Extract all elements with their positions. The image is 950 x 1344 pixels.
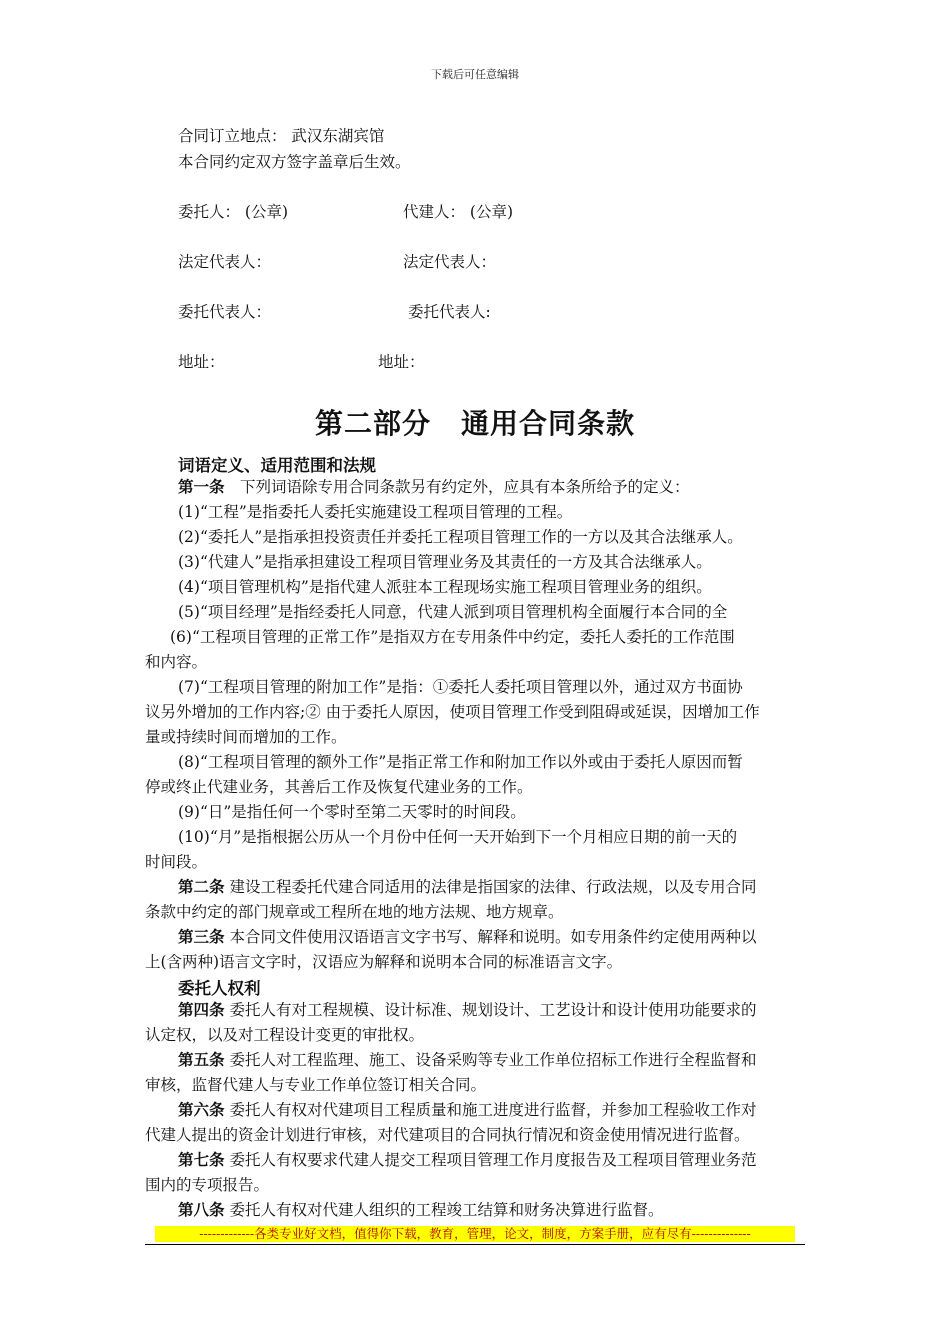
client-legal-rep: 法定代表人： — [178, 253, 272, 271]
definition-8-line1: (8)“工程项目管理的额外工作”是指正常工作和附加工作以外或由于委托人原因而暂 — [178, 753, 743, 771]
article-6: 第六条 委托人有权对代建项目工程质量和施工进度进行监督，并参加工程验收工作对 — [178, 1101, 757, 1119]
article-7: 第七条 委托人有权要求代建人提交工程项目管理工作月度报告及工程项目管理业务范 — [178, 1151, 757, 1169]
definition-7-line3: 量或持续时间而增加的工作。 — [145, 728, 347, 746]
section-client-rights: 委托人权利 — [178, 979, 261, 998]
article-5: 第五条 委托人对工程监理、施工、设备采购等专业工作单位招标工作进行全程监督和 — [178, 1051, 757, 1069]
article-2: 第二条 建设工程委托代建合同适用的法律是指国家的法律、行政法规，以及专用合同 — [178, 878, 757, 896]
article-label: 第二条 — [178, 878, 225, 896]
client-address: 地址： — [178, 353, 225, 371]
definition-10-line2: 时间段。 — [145, 853, 208, 871]
article-label: 第三条 — [178, 928, 225, 946]
signing-place: 合同订立地点： 武汉东湖宾馆 — [178, 127, 385, 145]
definition-7-line2: 议另外增加的工作内容;② 由于委托人原因，使项目管理工作受到阻碍或延误，因增加工作 — [145, 703, 760, 721]
footer-divider — [145, 1244, 805, 1245]
definition-6-line2: 和内容。 — [145, 653, 208, 671]
article-label: 第一条 — [178, 478, 225, 496]
definition-3: (3)“代建人”是指承担建设工程项目管理业务及其责任的一方及其合法继承人。 — [178, 553, 712, 571]
client-seal: 委托人： (公章) — [178, 203, 289, 221]
article-3-line2: 上(含两种)语言文字时，汉语应为解释和说明本合同的标准语言文字。 — [145, 953, 623, 971]
article-label: 第五条 — [178, 1051, 225, 1069]
article-4: 第四条 委托人有对工程规模、设计标准、规划设计、工艺设计和设计使用功能要求的 — [178, 1001, 757, 1019]
agent-legal-rep: 法定代表人： — [403, 253, 497, 271]
article-5-line2: 审核，监督代建人与专业工作单位签订相关合同。 — [145, 1076, 487, 1094]
article-7-line2: 围内的专项报告。 — [145, 1176, 270, 1194]
article-label: 第四条 — [178, 1001, 225, 1019]
definition-5: (5)“项目经理”是指经委托人同意，代建人派到项目管理机构全面履行本合同的全 — [178, 603, 728, 621]
footer-banner: -------------各类专业好文档，值得你下载，教育，管理，论文，制度，方案手册，应有尽有-------------- — [155, 1226, 795, 1242]
article-4-line2: 认定权，以及对工程设计变更的审批权。 — [145, 1026, 425, 1044]
definition-10-line1: (10)“月”是指根据公历从一个月份中任何一天开始到下一个月相应日期的前一天的 — [178, 828, 738, 846]
article-2-line2: 条款中约定的部门规章或工程所在地的地方法规、地方规章。 — [145, 903, 564, 921]
article-1: 第一条 下列词语除专用合同条款另有约定外，应具有本条所给予的定义： — [178, 478, 690, 496]
definition-8-line2: 停或终止代建业务，其善后工作及恢复代建业务的工作。 — [145, 778, 533, 796]
definition-4: (4)“项目管理机构”是指代建人派驻本工程现场实施工程项目管理业务的组织。 — [178, 578, 712, 596]
article-6-line2: 代建人提出的资金计划进行审核，对代建项目的合同执行情况和资金使用情况进行监督。 — [145, 1126, 750, 1144]
agent-authorized-rep: 委托代表人: — [408, 303, 491, 321]
article-label: 第六条 — [178, 1101, 225, 1119]
section-definitions: 词语定义、适用范围和法规 — [178, 456, 376, 475]
header-note: 下载后可任意编辑 — [431, 68, 519, 81]
definition-2: (2)“委托人”是指承担投资责任并委托工程项目管理工作的一方以及其合法继承人。 — [178, 528, 743, 546]
part-title-number: 第二部分 — [314, 407, 431, 440]
article-8: 第八条 委托人有权对代建人组织的工程竣工结算和财务决算进行监督。 — [178, 1201, 664, 1219]
agent-address: 地址： — [378, 353, 425, 371]
definition-1: (1)“工程”是指委托人委托实施建设工程项目管理的工程。 — [178, 503, 573, 521]
article-label: 第七条 — [178, 1151, 225, 1169]
agent-seal: 代建人： (公章) — [403, 203, 514, 221]
signing-effect: 本合同约定双方签字盖章后生效。 — [178, 153, 411, 171]
article-3: 第三条 本合同文件使用汉语语言文字书写、解释和说明。如专用条件约定使用两种以 — [178, 928, 757, 946]
definition-9: (9)“日”是指任何一个零时至第二天零时的时间段。 — [178, 803, 526, 821]
part-title-name: 通用合同条款 — [461, 407, 636, 440]
client-authorized-rep: 委托代表人： — [178, 303, 272, 321]
definition-6-line1: (6)“工程项目管理的正常工作”是指双方在专用条件中约定，委托人委托的工作范围 — [170, 628, 735, 646]
part-title — [0, 402, 950, 442]
definition-7-line1: (7)“工程项目管理的附加工作”是指：①委托人委托项目管理以外，通过双方书面协 — [178, 678, 743, 696]
article-label: 第八条 — [178, 1201, 225, 1219]
